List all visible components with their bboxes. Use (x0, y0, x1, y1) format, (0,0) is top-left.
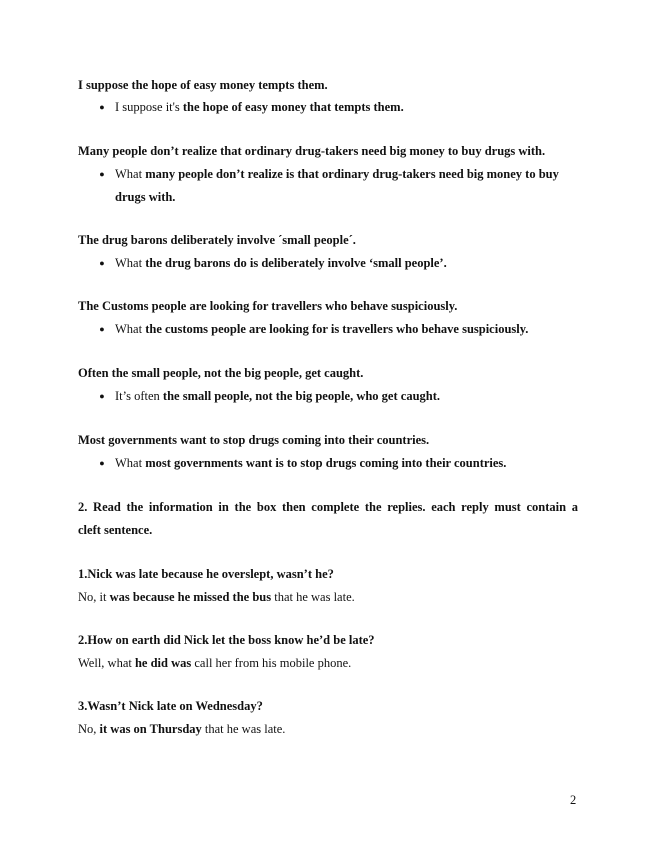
reply-1-part-3: that he was late. (271, 590, 355, 604)
bullet-icon: ● (99, 169, 105, 179)
sentence-5: Often the small people, not the big people, get caught. (78, 366, 364, 380)
answer-4-part-2: the customs people are looking for is travellers who behave suspiciously. (145, 322, 529, 336)
question-1: 1.Nick was late because he overslept, wasn’t he? (78, 567, 334, 581)
answer-1-part-1: I suppose it's (115, 100, 183, 114)
answer-3-part-1: What (115, 256, 146, 270)
page-number: 2 (570, 793, 577, 807)
reply-1 (78, 589, 355, 605)
reply-2-part-3: call her from his mobile phone. (191, 656, 352, 670)
answer-5-part-2: the small people, not the big people, who get caught. (162, 389, 441, 403)
answer-2-part-2: many people don’t realize is that ordinary drug-takers need big money to buy (145, 167, 559, 181)
sentence-2: Many people don’t realize that ordinary drug-takers need big money to buy drugs with. (78, 144, 546, 158)
question-3: 3.Wasn’t Nick late on Wednesday? (78, 699, 263, 713)
answer-6-part-2: most governments want is to stop drugs coming into their countries. (145, 456, 507, 470)
answer-6-part-1: What (115, 456, 146, 470)
bullet-icon: ● (99, 258, 105, 268)
reply-3-part-2: it was on Thursday (99, 722, 202, 736)
reply-2-part-2: he did was (134, 656, 192, 670)
reply-3-part-3: that he was late. (201, 722, 286, 736)
reply-2-part-1: Well, what (78, 656, 135, 670)
reply-3 (78, 721, 285, 737)
bullet-icon: ● (99, 324, 105, 334)
sentence-1: I suppose the hope of easy money tempts them. (78, 78, 328, 92)
reply-1-part-2: was because he missed the bus (109, 590, 272, 604)
reply-2 (78, 655, 351, 671)
answer-2-part-1: What (115, 167, 146, 181)
reply-3-part-1: No, (78, 722, 100, 736)
answer-5-part-1: It’s often (115, 389, 163, 403)
task-2-instruction-continuation: cleft sentence. (78, 523, 153, 537)
answer-4-part-1: What (115, 322, 146, 336)
answer-1-part-2: the hope of easy money that tempts them. (182, 100, 404, 114)
answer-3-part-2: the drug barons do is deliberately involve ‘small people’. (145, 256, 447, 270)
bullet-icon: ● (99, 391, 105, 401)
bullet-icon: ● (99, 458, 105, 468)
answer-2-continuation: drugs with. (115, 190, 176, 204)
sentence-3: The drug barons deliberately involve ´small people´. (78, 233, 356, 247)
reply-1-part-1: No, it (78, 590, 110, 604)
question-2: 2.How on earth did Nick let the boss know he’d be late? (78, 633, 375, 647)
sentence-6: Most governments want to stop drugs coming into their countries. (78, 433, 430, 447)
bullet-icon: ● (99, 102, 105, 112)
sentence-4: The Customs people are looking for travellers who behave suspiciously. (78, 299, 458, 313)
task-2-instruction: 2. Read the information in the box then complete the replies. each reply must contain a (78, 500, 578, 514)
